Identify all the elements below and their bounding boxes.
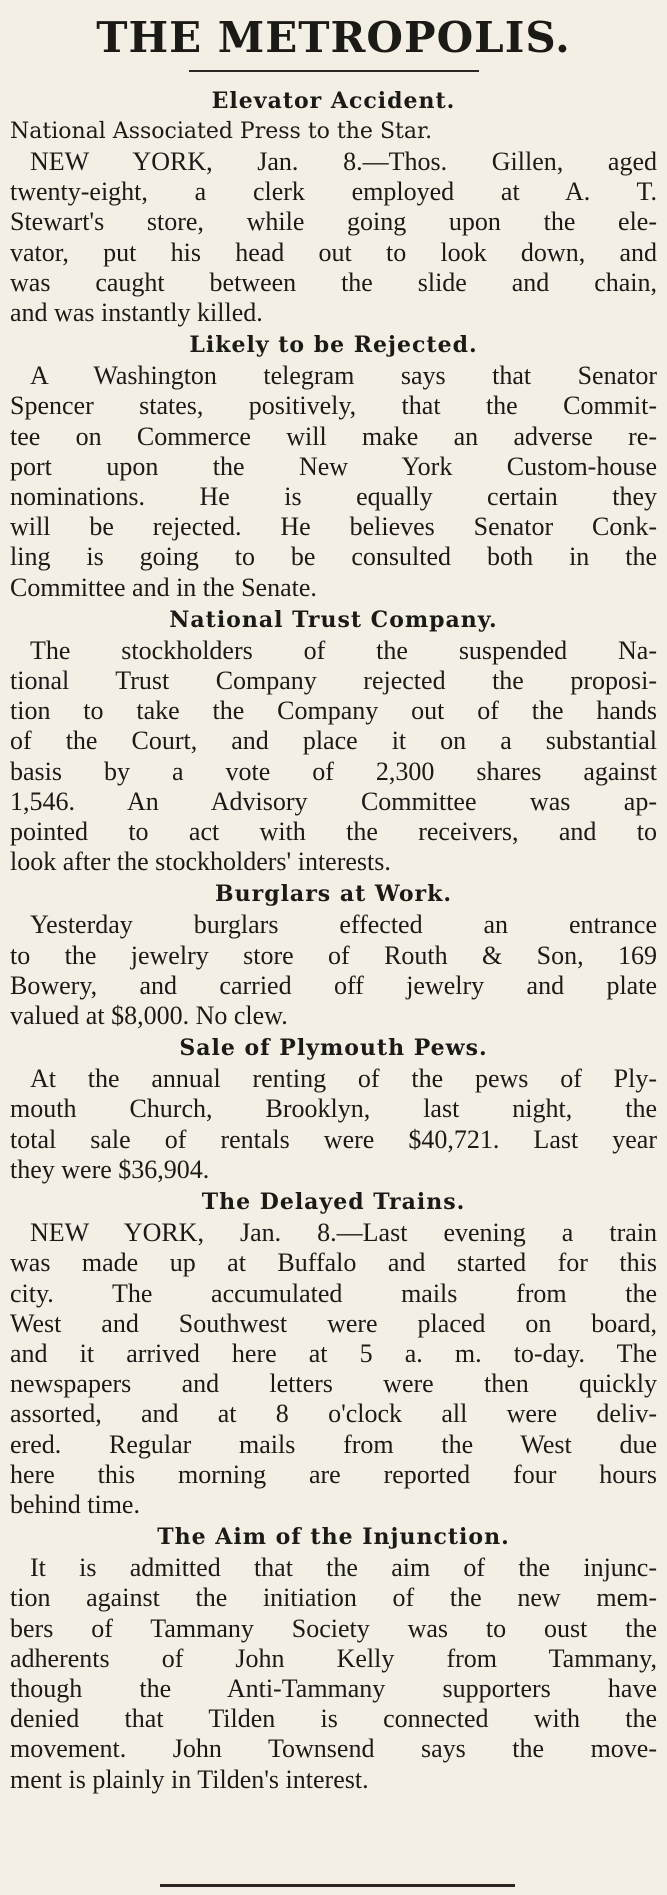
article-text-line: and it arrived here at 5 a. m. to-day. The [10,1338,657,1368]
article-text-line: basis by a vote of 2,300 shares against [10,756,657,786]
article-headline: Elevator Accident. [211,88,456,114]
column-end-rule [160,1884,515,1887]
article-text-line: newspapers and letters were then quickly [10,1369,657,1399]
article-text-line: behind time. [10,1489,140,1519]
article-text-line: The stockholders of the suspended Na- [30,635,657,665]
article-text-line: West and Southwest were placed on board, [10,1308,657,1338]
article-text-line: nominations. He is equally certain they [10,482,657,512]
article-text-line: movement. John Townsend says the move- [10,1734,657,1764]
article-text-line: bers of Tammany Society was to oust the [10,1613,657,1643]
article-text-line: ling is going to be consulted both in the [10,542,657,572]
article-text-line: Bowery, and carried off jewelry and plate [10,970,657,1000]
article-text-line: Yesterday burglars effected an entrance [30,910,657,940]
article-text-line: Committee and in the Senate. [10,572,317,602]
article-list [8,86,659,1795]
article-headline: The Delayed Trains. [201,1189,466,1216]
article-text-line: pointed to act with the receivers, and to [10,817,657,847]
article [8,1522,659,1795]
article [8,605,659,878]
article-text-line: denied that Tilden is connected with the [10,1704,657,1734]
article-text-line: was made up at Buffalo and started for this [10,1248,657,1278]
article-headline: Likely to be Rejected. [189,332,478,359]
article-headline: Sale of Plymouth Pews. [179,1035,488,1062]
article-text-line: ered. Regular mails from the West due [10,1429,657,1459]
article-text-line: though the Anti-Tammany supporters have [10,1673,657,1703]
article [8,86,659,328]
masthead-rule [189,70,479,72]
article-credit: National Associated Press to the Star. [10,119,433,144]
article-text-line: 1,546. An Advisory Committee was ap- [10,786,657,816]
article-text-line: It is admitted that the aim of the injunc- [30,1553,657,1583]
article-text-line: look after the stockholders' interests. [10,847,391,877]
article [8,879,659,1031]
article-text-line: ment is plainly in Tilden's interest. [10,1764,369,1794]
article-text-line: NEW YORK, Jan. 8.—Thos. Gillen, aged [30,147,657,176]
article [8,1033,659,1185]
article-text-line: of the Court, and place it on a substantial [10,726,657,756]
article-text-line: port upon the New York Custom-house [10,451,657,481]
article-headline: Burglars at Work. [215,881,452,908]
article-text-line: tional Trust Company rejected the proposi- [10,666,657,696]
article-headline: National Trust Company. [169,606,498,633]
article-text-line: A Washington telegram says that Senator [30,361,657,391]
article-text-line: vator, put his head out to look down, and [10,237,657,267]
masthead: THE METROPOLIS. [96,13,571,62]
article-text-line: they were $36,904. [10,1154,210,1184]
article-text-line: Stewart's store, while going upon the ele- [10,207,657,237]
article-text-line: adherents of John Kelly from Tammany, [10,1643,657,1673]
article-text-line: tee on Commerce will make an adverse re- [10,421,657,451]
article [8,1187,659,1520]
article [8,330,659,603]
article-text-line: city. The accumulated mails from the [10,1278,657,1308]
article-headline: The Aim of the Injunction. [157,1524,510,1551]
article-text-line: tion against the initiation of the new mem- [10,1583,657,1613]
article-text-line: tion to take the Company out of the hands [10,696,657,726]
article-text-line: assorted, and at 8 o'clock all were deliv- [10,1399,657,1429]
article-text-line: NEW YORK, Jan. 8.—Last evening a train [30,1218,657,1248]
article-text-line: will be rejected. He believes Senator Conk- [10,512,657,542]
article-text-line: Spencer states, positively, that the Commit- [10,391,657,421]
article-text-line: was caught between the slide and chain, [10,267,657,297]
article-text-line: and was instantly killed. [10,298,263,328]
article-text-line: twenty-eight, a clerk employed at A. T. [10,177,657,207]
article-text-line: mouth Church, Brooklyn, last night, the [10,1094,657,1124]
article-text-line: At the annual renting of the pews of Ply- [30,1064,657,1094]
article-text-line: total sale of rentals were $40,721. Last year [10,1124,657,1154]
article-text-line: here this morning are reported four hours [10,1459,657,1489]
article-text-line: valued at $8,000. No clew. [10,1001,288,1031]
article-text-line: to the jewelry store of Routh & Son, 169 [10,940,657,970]
